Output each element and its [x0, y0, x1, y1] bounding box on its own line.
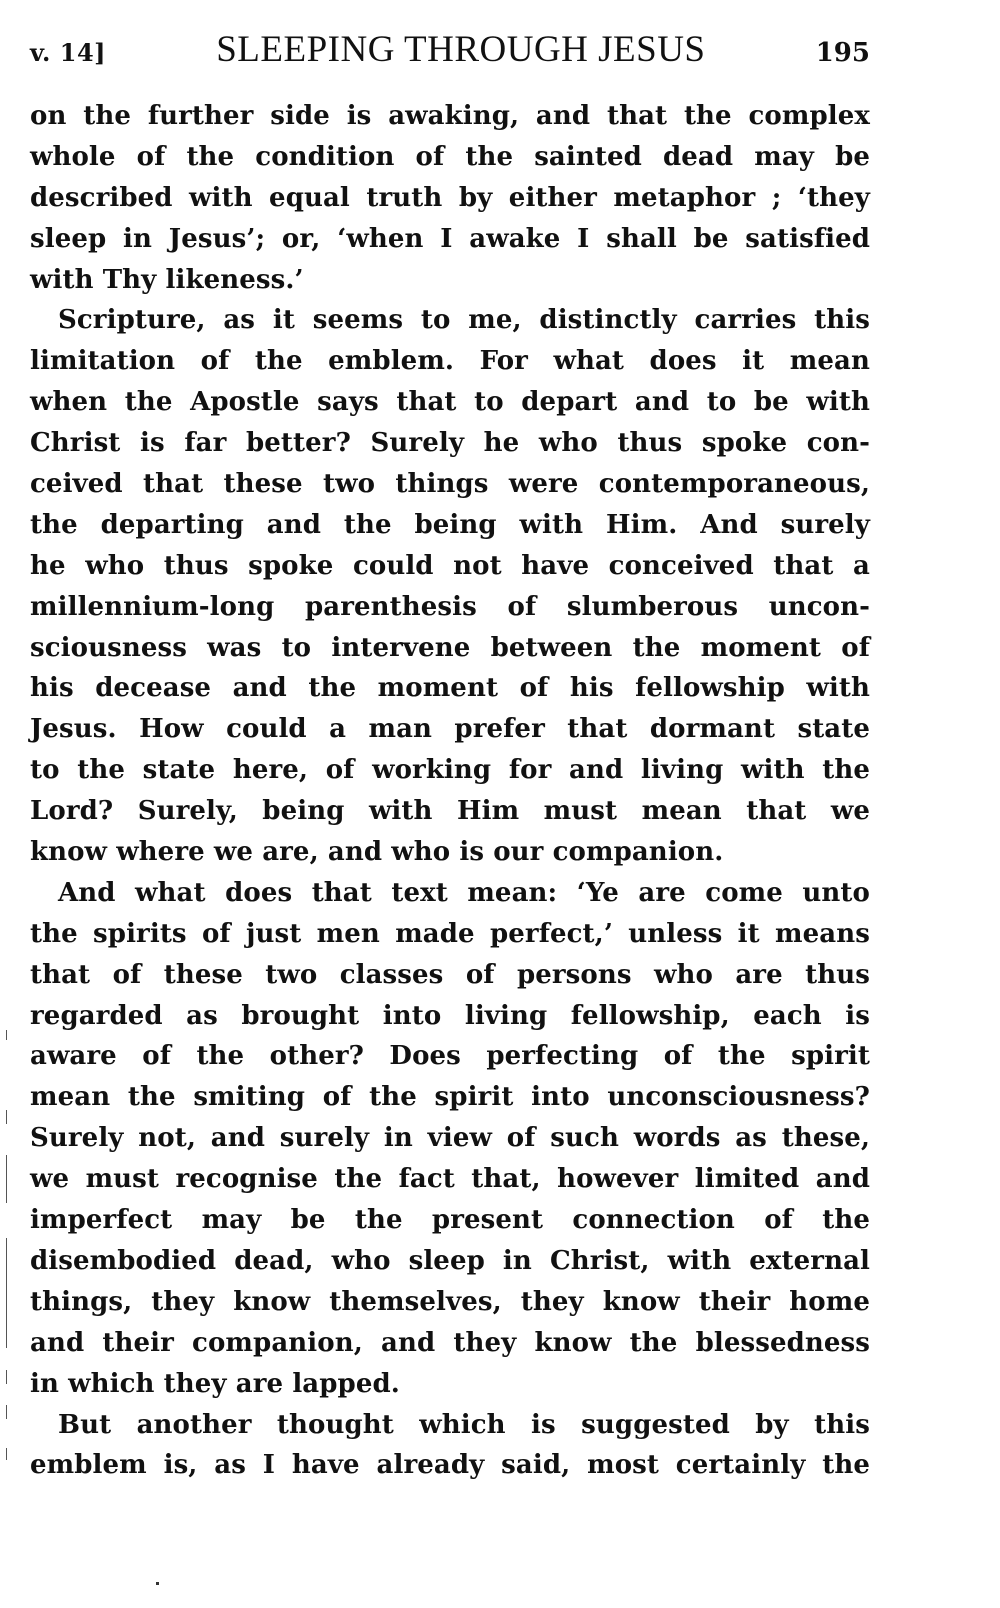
text-line: his decease and the moment of his fellowship with	[30, 673, 870, 704]
text-line: Surely not, and surely in view of such words as these,	[30, 1123, 870, 1154]
scan-margin-mark	[6, 1405, 7, 1419]
text-line: Jesus. How could a man prefer that dormant state	[30, 714, 870, 745]
text-line: millennium-long parenthesis of slumberous uncon-	[30, 591, 870, 622]
text-line: regarded as brought into living fellowship, each is	[30, 1000, 870, 1031]
text-line: sciousness was to intervene between the moment of	[30, 632, 870, 663]
body-text	[30, 96, 870, 1486]
text-line: mean the smiting of the spirit into unconsciousness?	[30, 1082, 870, 1113]
text-line: to the state here, of working for and living with the	[30, 755, 870, 786]
scan-margin-mark	[6, 1238, 7, 1348]
text-line: and their companion, and they know the blessedness	[30, 1327, 870, 1358]
text-line: Christ is far better? Surely he who thus spoke con-	[30, 428, 870, 459]
text-line: we must recognise the fact that, however limited and	[30, 1164, 870, 1195]
text-line: when the Apostle says that to depart and to be with	[30, 387, 870, 418]
header-verse-ref: v. 14]	[30, 38, 106, 67]
page-number: 195	[815, 38, 870, 68]
text-line: Scripture, as it seems to me, distinctly carries this	[58, 305, 870, 336]
text-line: in which they are lapped.	[30, 1368, 400, 1399]
text-line: imperfect may be the present connection of the	[30, 1205, 870, 1236]
text-line: But another thought which is suggested by this	[58, 1409, 870, 1440]
scan-margin-mark	[6, 1030, 7, 1040]
text-line: the departing and the being with Him. And surely	[30, 509, 870, 540]
text-line: And what does that text mean: ‘Ye are come unto	[58, 877, 870, 908]
text-line: things, they know themselves, they know their home	[30, 1286, 870, 1317]
text-line: know where we are, and who is our companion.	[30, 837, 724, 868]
text-line: the spirits of just men made perfect,’ unless it means	[30, 918, 870, 949]
text-line: emblem is, as I have already said, most certainly the	[30, 1450, 870, 1481]
scan-margin-mark	[6, 1370, 7, 1384]
text-line: he who thus spoke could not have conceived that a	[30, 550, 870, 581]
scan-margin-mark	[6, 1155, 7, 1203]
header-title: SLEEPING THROUGH JESUS	[216, 29, 706, 70]
scan-speck	[156, 1582, 159, 1585]
text-line: sleep in Jesus’; or, ‘when I awake I shall be satisfied	[30, 223, 870, 254]
text-line: described with equal truth by either metaphor ; ‘they	[30, 182, 870, 213]
text-line: that of these two classes of persons who are thus	[30, 959, 870, 990]
scan-margin-mark	[6, 1110, 7, 1124]
text-line: disembodied dead, who sleep in Christ, with external	[30, 1245, 870, 1276]
scan-margin-mark	[6, 1448, 7, 1460]
text-line: Lord? Surely, being with Him must mean that we	[30, 796, 870, 827]
text-line: with Thy likeness.’	[30, 264, 304, 295]
text-line: aware of the other? Does perfecting of the spirit	[30, 1041, 870, 1072]
text-line: limitation of the emblem. For what does it mean	[30, 346, 870, 377]
text-line: whole of the condition of the sainted dead may be	[30, 141, 870, 172]
text-line: ceived that these two things were contemporaneous,	[30, 469, 870, 500]
text-line: on the further side is awaking, and that the complex	[30, 101, 870, 131]
running-header	[30, 28, 870, 78]
